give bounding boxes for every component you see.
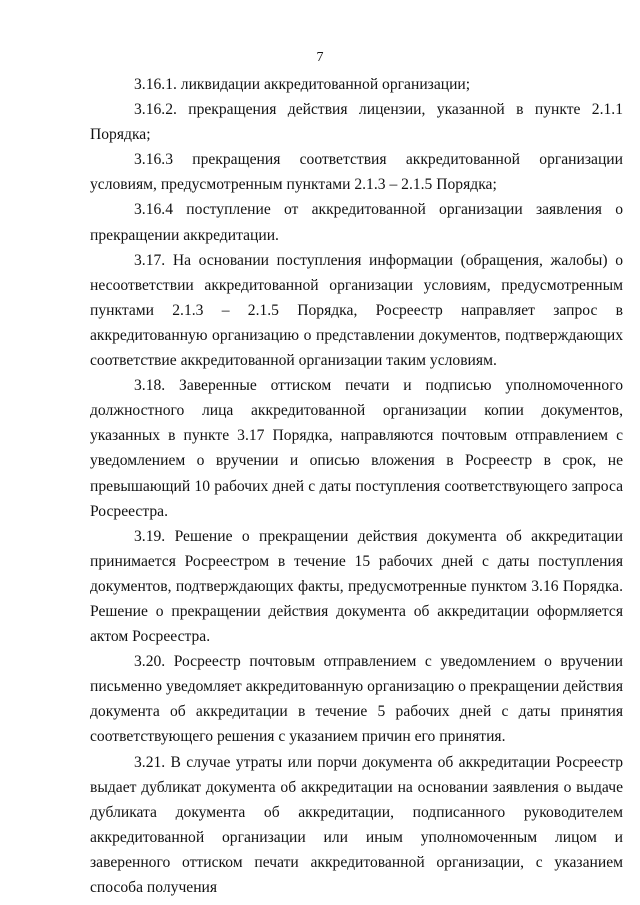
paragraph-3-18: 3.18. Заверенные оттиском печати и подписью уполномоченного должностного лица аккредитованной организации копии документов, указанных в пункте 3.17 Порядка, направляются почтовым отправлением с уведомлением о вручении и описью вложения в Росреестр в срок, не превышающий 10 рабочих дней с даты поступления соответствующего запроса Росреестра. [90, 377, 623, 520]
paragraph-3-21: 3.21. В случае утраты или порчи документа об аккредитации Росреестр выдает дубликат документа об аккредитации на основании заявления о выдаче дубликата документа об аккредитации, подписанного руководителем аккредитованной организации или иным уполномоченным лицом и заверенного оттиском печати аккредитованной организации, с указанием способа получения [90, 753, 623, 896]
paragraph-3-20: 3.20. Росреестр почтовым отправлением с уведомлением о вручении письменно уведомляет аккредитованную организацию о прекращении действия документа об аккредитации в течение 5 рабочих дней с даты принятия соответствующего решения с указанием причин его принятия. [90, 653, 623, 746]
paragraph-3-17: 3.17. На основании поступления информации (обращения, жалобы) о несоответствии аккредитованной организации условиям, предусмотренным пунктами 2.1.3 – 2.1.5 Порядка, Росреестр направляет запрос в аккредитованную организацию о представлении документов, подтверждающих соответствие аккредитованной организации таким условиям. [90, 251, 623, 370]
paragraph-3-16-3: 3.16.3 прекращения соответствия аккредитованной организации условиям, предусмотренным пунктами 2.1.3 – 2.1.5 Порядка; [90, 151, 623, 194]
paragraph-3-16-1: 3.16.1. ликвидации аккредитованной организации; [134, 76, 471, 93]
paragraph-3-16-4: 3.16.4 поступление от аккредитованной организации заявления о прекращении аккредитации. [90, 201, 623, 244]
page-number: 7 [316, 50, 324, 65]
paragraph-3-19: 3.19. Решение о прекращении действия документа об аккредитации принимается Росреестром в течение 15 рабочих дней с даты поступления документов, подтверждающих факты, предусмотренные пунктом 3.16 Порядка. Решение о прекращении действия документа об аккредитации оформляется актом Росреестра. [90, 527, 623, 646]
document-body [90, 72, 623, 900]
paragraph-3-16-2: 3.16.2. прекращения действия лицензии, указанной в пункте 2.1.1 Порядка; [90, 101, 623, 144]
